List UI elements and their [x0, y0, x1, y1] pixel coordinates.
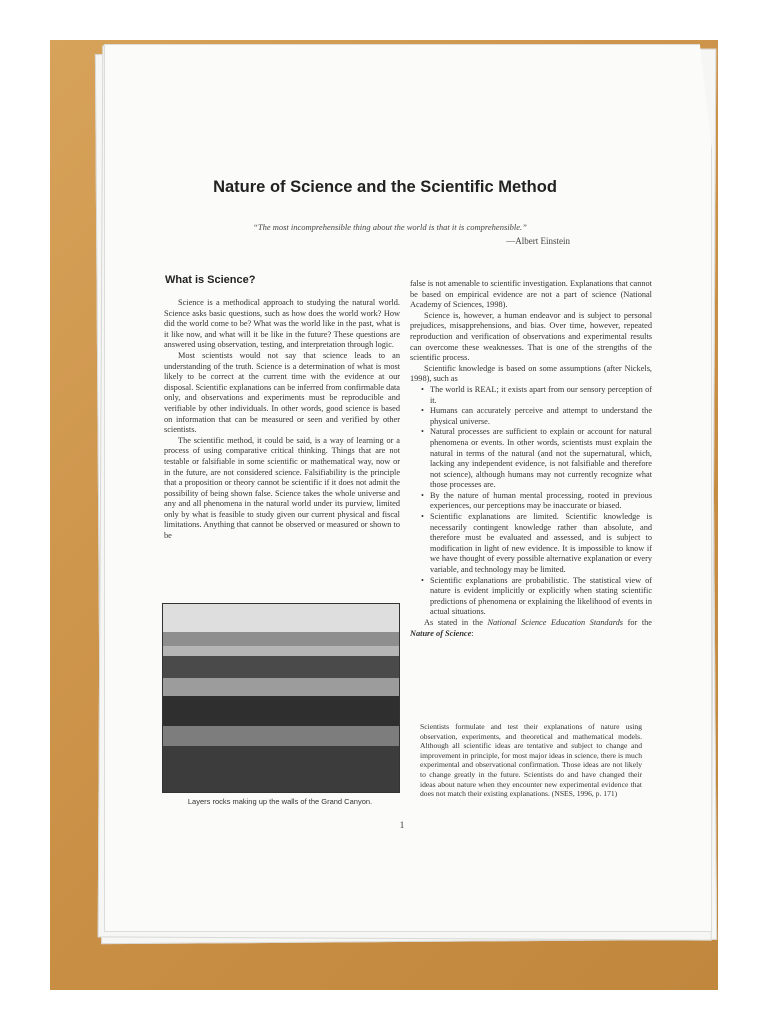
paragraph: Science is a methodical approach to studying the natural world. Science asks basic questions, such as how does the world work? How did the world come to be? What was the world like in the past, what is it like now, and what will it be like in the future? These questions are answered using observation, testing, and interpretation through logic.	[164, 298, 400, 350]
list-item: • Natural processes are sufficient to explain or account for natural phenomena or events. In other words, scientists must explain the natural in terms of the natural (and not the supernatural, which, lacking any independent evidence, is not falsifiable and therefore not science), although humans may not currently recognize what those processes are.	[430, 427, 652, 491]
paragraph: Science is, however, a human endeavor and is subject to personal prejudices, misapprehensions, and bias. Over time, however, repeated reproduction and verification of observations and experimental results can overcome these weaknesses. That is one of the strengths of the scientific process.	[410, 310, 652, 363]
rock-layer	[163, 646, 399, 656]
rock-layer	[163, 632, 399, 646]
list-item: • Humans can accurately perceive and attempt to understand the physical universe.	[430, 406, 652, 427]
paragraph: Scientific knowledge is based on some assumptions (after Nickels, 1998), such as	[410, 363, 652, 384]
block-quote: Scientists formulate and test their explanations of nature using observation, experiments, and theoretical and mathematical models. Although all scientific ideas are tentative and subject to change and improvement in principle, for most major ideas in science, there is much experimental and observational confirmation. Those ideas are not likely to change greatly in the future. Scientists do and have changed their ideas about nature when they encounter new experimental evidence that does not match their existing explanations. (NSES, 1996, p. 171)	[420, 722, 642, 799]
paragraph: Most scientists would not say that science leads to an understanding of the truth. Science is a determination of what is most likely to be correct at the current time with the evidence at our disposal. Scientific explanations can be inferred from confirmable data only, and observations and experiments must be reproducible and verifiable by other individuals. In other words, good science is based on information that can be measured or seen and verified by other scientists.	[164, 350, 400, 435]
list-item: • The world is REAL; it exists apart from our sensory perception of it.	[430, 385, 652, 406]
list-item: • By the nature of human mental processing, rooted in previous experiences, our perceptions may be inaccurate or biased.	[430, 491, 652, 512]
photo-sky	[163, 604, 399, 632]
rock-layer	[163, 656, 399, 678]
page-number: 1	[399, 820, 405, 830]
nature-of-science-label: Nature of Science	[410, 628, 472, 638]
assumption-list	[410, 385, 652, 618]
closing-line	[410, 618, 652, 639]
photo-caption: Layers rocks making up the walls of the Grand Canyon.	[187, 797, 373, 806]
standards-title: National Science Education Standards	[487, 618, 624, 627]
closing-mid: for the	[623, 618, 652, 627]
rock-layer	[163, 678, 399, 696]
right-column	[410, 279, 652, 639]
rock-layer	[163, 746, 399, 792]
epigraph-author: —Albert Einstein	[506, 236, 570, 246]
closing-suffix: :	[471, 628, 474, 638]
paragraph: false is not amenable to scientific investigation. Explanations that cannot be based on empirical evidence are not a part of science (National Academy of Sciences, 1998).	[410, 279, 652, 310]
rock-layer	[163, 696, 399, 726]
rock-layer	[163, 726, 399, 746]
list-item: • Scientific explanations are limited. Scientific knowledge is necessarily contingent knowledge rather than absolute, and therefore must be evaluated and assessed, and is subject to modification in light of new evidence. It is impossible to know if we have thought of every possible alternative explanation or every variable, and technology may be limited.	[430, 512, 652, 576]
left-column	[164, 298, 400, 542]
section-heading: What is Science?	[165, 274, 256, 286]
closing-prefix: As stated in the	[424, 618, 488, 627]
grand-canyon-photo	[162, 603, 400, 793]
list-item: • Scientific explanations are probabilistic. The statistical view of nature is evident implicitly or explicitly when stating scientific predictions of phenomena or explaining the likelihood of events in actual situations.	[430, 576, 652, 618]
document-title: Nature of Science and the Scientific Method	[213, 178, 557, 196]
paragraph: The scientific method, it could be said, is a way of learning or a process of using comparative critical thinking. Things that are not testable or falsifiable in some scientific or mathematical way, now or in the future, are not considered science. Falsifiability is the principle that a proposition or theory cannot be scientific if it does not admit the possibility of being shown false. Science takes the whole universe and any and all phenomena in the natural world under its purview, limited only by what is feasible to study given our current physical and fiscal limitations. Anything that cannot be observed or measured or shown to be	[164, 435, 400, 541]
epigraph-quote: “The most incomprehensible thing about the world is that it is comprehensible.”	[253, 222, 527, 232]
